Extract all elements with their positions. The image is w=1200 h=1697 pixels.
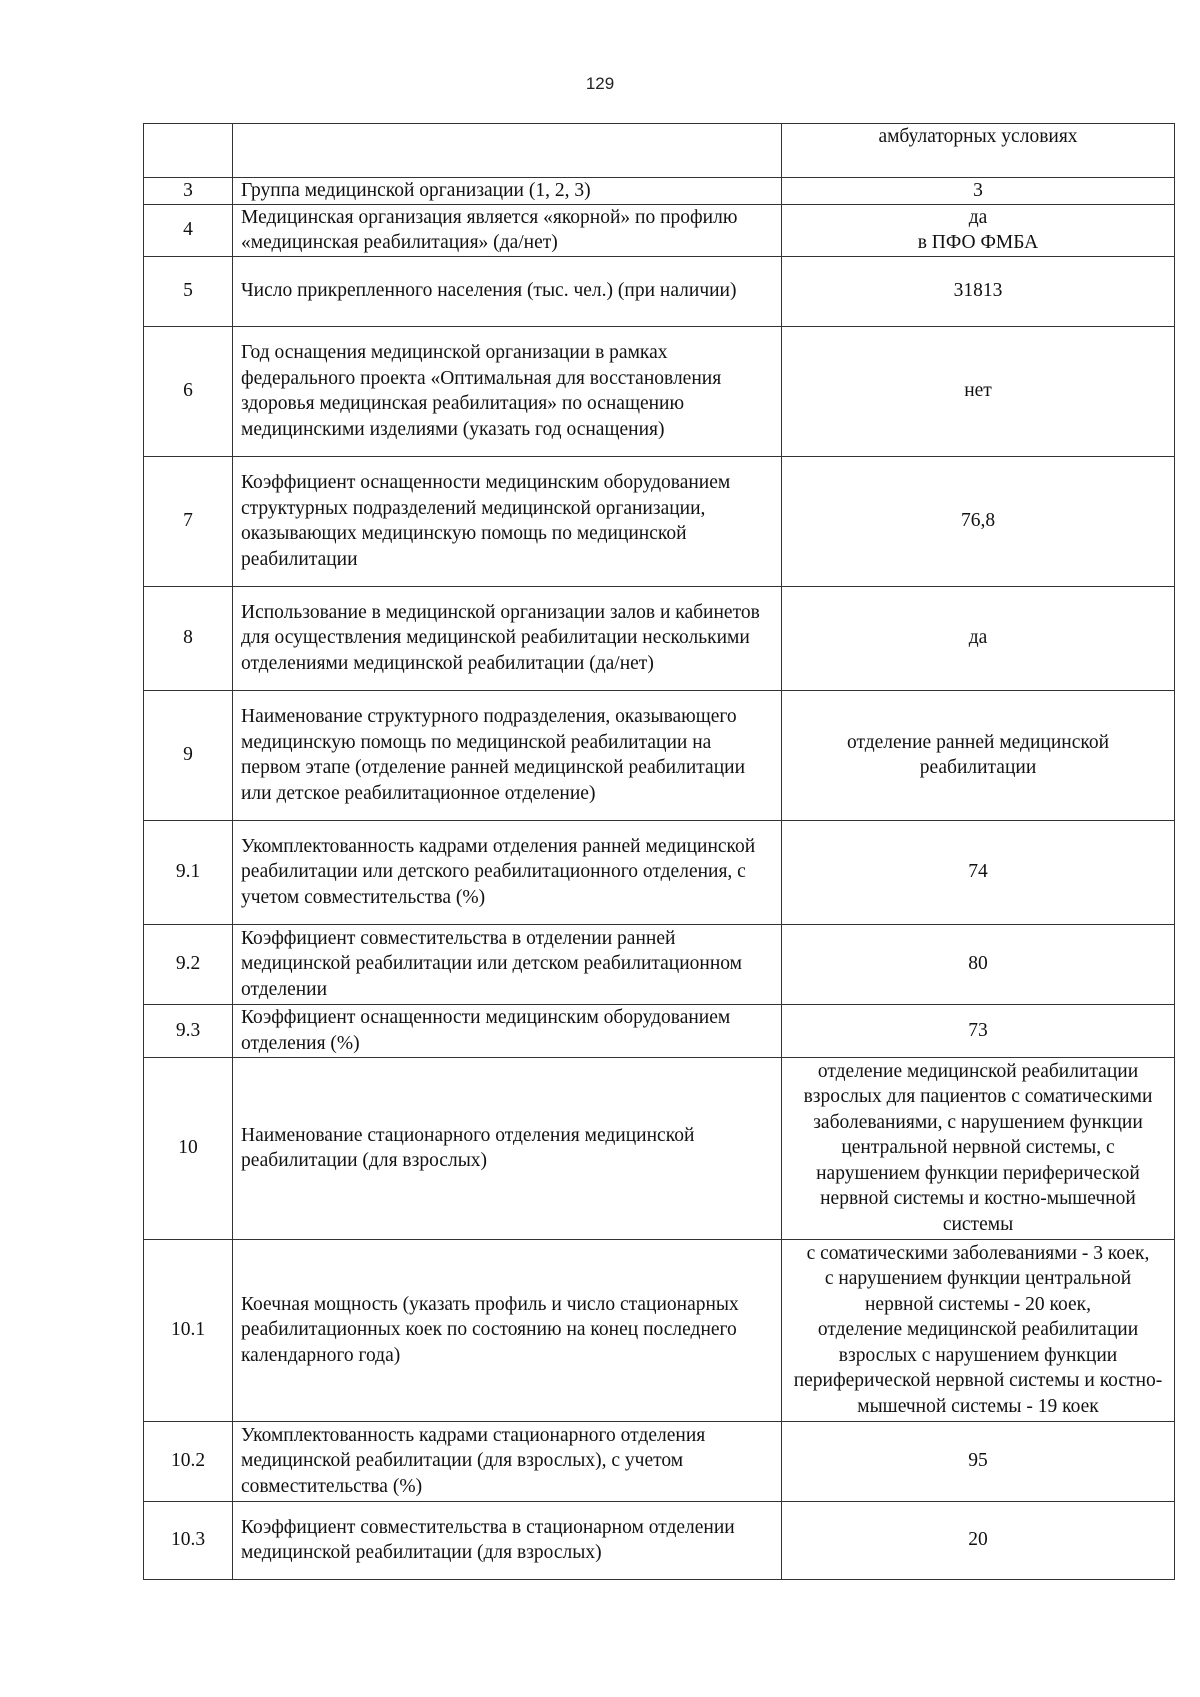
value-cell: отделение ранней медицинской реабилитации xyxy=(782,690,1175,820)
table-row xyxy=(144,1239,1175,1421)
parameter-cell xyxy=(233,124,782,178)
parameter-cell: Год оснащения медицинской организации в рамках федерального проекта «Оптимальная для восстановления здоровья медицинская реабилитация» по оснащению медицинскими изделиями (указать год оснащения) xyxy=(233,326,782,456)
parameter-cell: Использование в медицинской организации залов и кабинетов для осуществления медицинской реабилитации несколькими отделениями медицинской реабилитации (да/нет) xyxy=(233,586,782,690)
row-number-cell: 9.1 xyxy=(144,820,233,924)
parameter-cell: Наименование стационарного отделения медицинской реабилитации (для взрослых) xyxy=(233,1057,782,1239)
value-cell: 31813 xyxy=(782,256,1175,326)
row-number-cell: 7 xyxy=(144,456,233,586)
table-row xyxy=(144,690,1175,820)
value-cell: 73 xyxy=(782,1004,1175,1057)
value-cell: да в ПФО ФМБА xyxy=(782,204,1175,256)
parameter-cell: Коэффициент совместительства в отделении ранней медицинской реабилитации или детском реабилитационном отделении xyxy=(233,924,782,1004)
value-cell: 95 xyxy=(782,1421,1175,1501)
value-cell: 3 xyxy=(782,178,1175,205)
value-cell: да xyxy=(782,586,1175,690)
row-number-cell: 9 xyxy=(144,690,233,820)
parameter-cell: Коэффициент совместительства в стационарном отделении медицинской реабилитации (для взрослых) xyxy=(233,1501,782,1579)
value-cell: 20 xyxy=(782,1501,1175,1579)
value-cell: отделение медицинской реабилитации взрослых для пациентов с соматическими заболеваниями, с нарушением функции центральной нервной системы, с нарушением функции периферической нервной системы и костно-мышечной системы xyxy=(782,1057,1175,1239)
table-row xyxy=(144,256,1175,326)
table-row xyxy=(144,820,1175,924)
parameter-cell: Наименование структурного подразделения, оказывающего медицинскую помощь по медицинской реабилитации на первом этапе (отделение ранней медицинской реабилитации или детское реабилитационное отделение) xyxy=(233,690,782,820)
table-row xyxy=(144,1004,1175,1057)
row-number-cell xyxy=(144,124,233,178)
parameter-cell: Число прикрепленного населения (тыс. чел.) (при наличии) xyxy=(233,256,782,326)
parameter-cell: Укомплектованность кадрами стационарного отделения медицинской реабилитации (для взрослых), с учетом совместительства (%) xyxy=(233,1421,782,1501)
row-number-cell: 10.2 xyxy=(144,1421,233,1501)
row-number-cell: 10.1 xyxy=(144,1239,233,1421)
table-row xyxy=(144,178,1175,205)
value-cell: 74 xyxy=(782,820,1175,924)
parameter-cell: Медицинская организация является «якорной» по профилю «медицинская реабилитация» (да/нет) xyxy=(233,204,782,256)
table-row xyxy=(144,326,1175,456)
row-number-cell: 4 xyxy=(144,204,233,256)
table-row xyxy=(144,586,1175,690)
parameter-cell: Коэффициент оснащенности медицинским оборудованием отделения (%) xyxy=(233,1004,782,1057)
parameter-cell: Коечная мощность (указать профиль и число стационарных реабилитационных коек по состоянию на конец последнего календарного года) xyxy=(233,1239,782,1421)
table-row xyxy=(144,1057,1175,1239)
table-row xyxy=(144,1421,1175,1501)
table-row xyxy=(144,1501,1175,1579)
value-cell: амбулаторных условиях xyxy=(782,124,1175,178)
table-row xyxy=(144,924,1175,1004)
row-number-cell: 9.2 xyxy=(144,924,233,1004)
row-number-cell: 5 xyxy=(144,256,233,326)
row-number-cell: 3 xyxy=(144,178,233,205)
parameter-cell: Коэффициент оснащенности медицинским оборудованием структурных подразделений медицинской организации, оказывающих медицинскую помощь по медицинской реабилитации xyxy=(233,456,782,586)
row-number-cell: 10 xyxy=(144,1057,233,1239)
parameter-cell: Группа медицинской организации (1, 2, 3) xyxy=(233,178,782,205)
page-number: 129 xyxy=(585,74,615,93)
row-number-cell: 9.3 xyxy=(144,1004,233,1057)
value-cell: 80 xyxy=(782,924,1175,1004)
value-cell: нет xyxy=(782,326,1175,456)
value-cell: с соматическими заболеваниями - 3 коек, с нарушением функции центральной нервной системы - 20 коек, отделение медицинской реабилитации взрослых с нарушением функции периферической нервной системы и костно-мышечной системы - 19 коек xyxy=(782,1239,1175,1421)
indicators-table xyxy=(143,123,1175,1580)
row-number-cell: 8 xyxy=(144,586,233,690)
row-number-cell: 6 xyxy=(144,326,233,456)
row-number-cell: 10.3 xyxy=(144,1501,233,1579)
value-cell: 76,8 xyxy=(782,456,1175,586)
table-row xyxy=(144,204,1175,256)
parameter-cell: Укомплектованность кадрами отделения ранней медицинской реабилитации или детского реабилитационного отделения, с учетом совместительства (%) xyxy=(233,820,782,924)
table-row xyxy=(144,456,1175,586)
table-row xyxy=(144,124,1175,178)
